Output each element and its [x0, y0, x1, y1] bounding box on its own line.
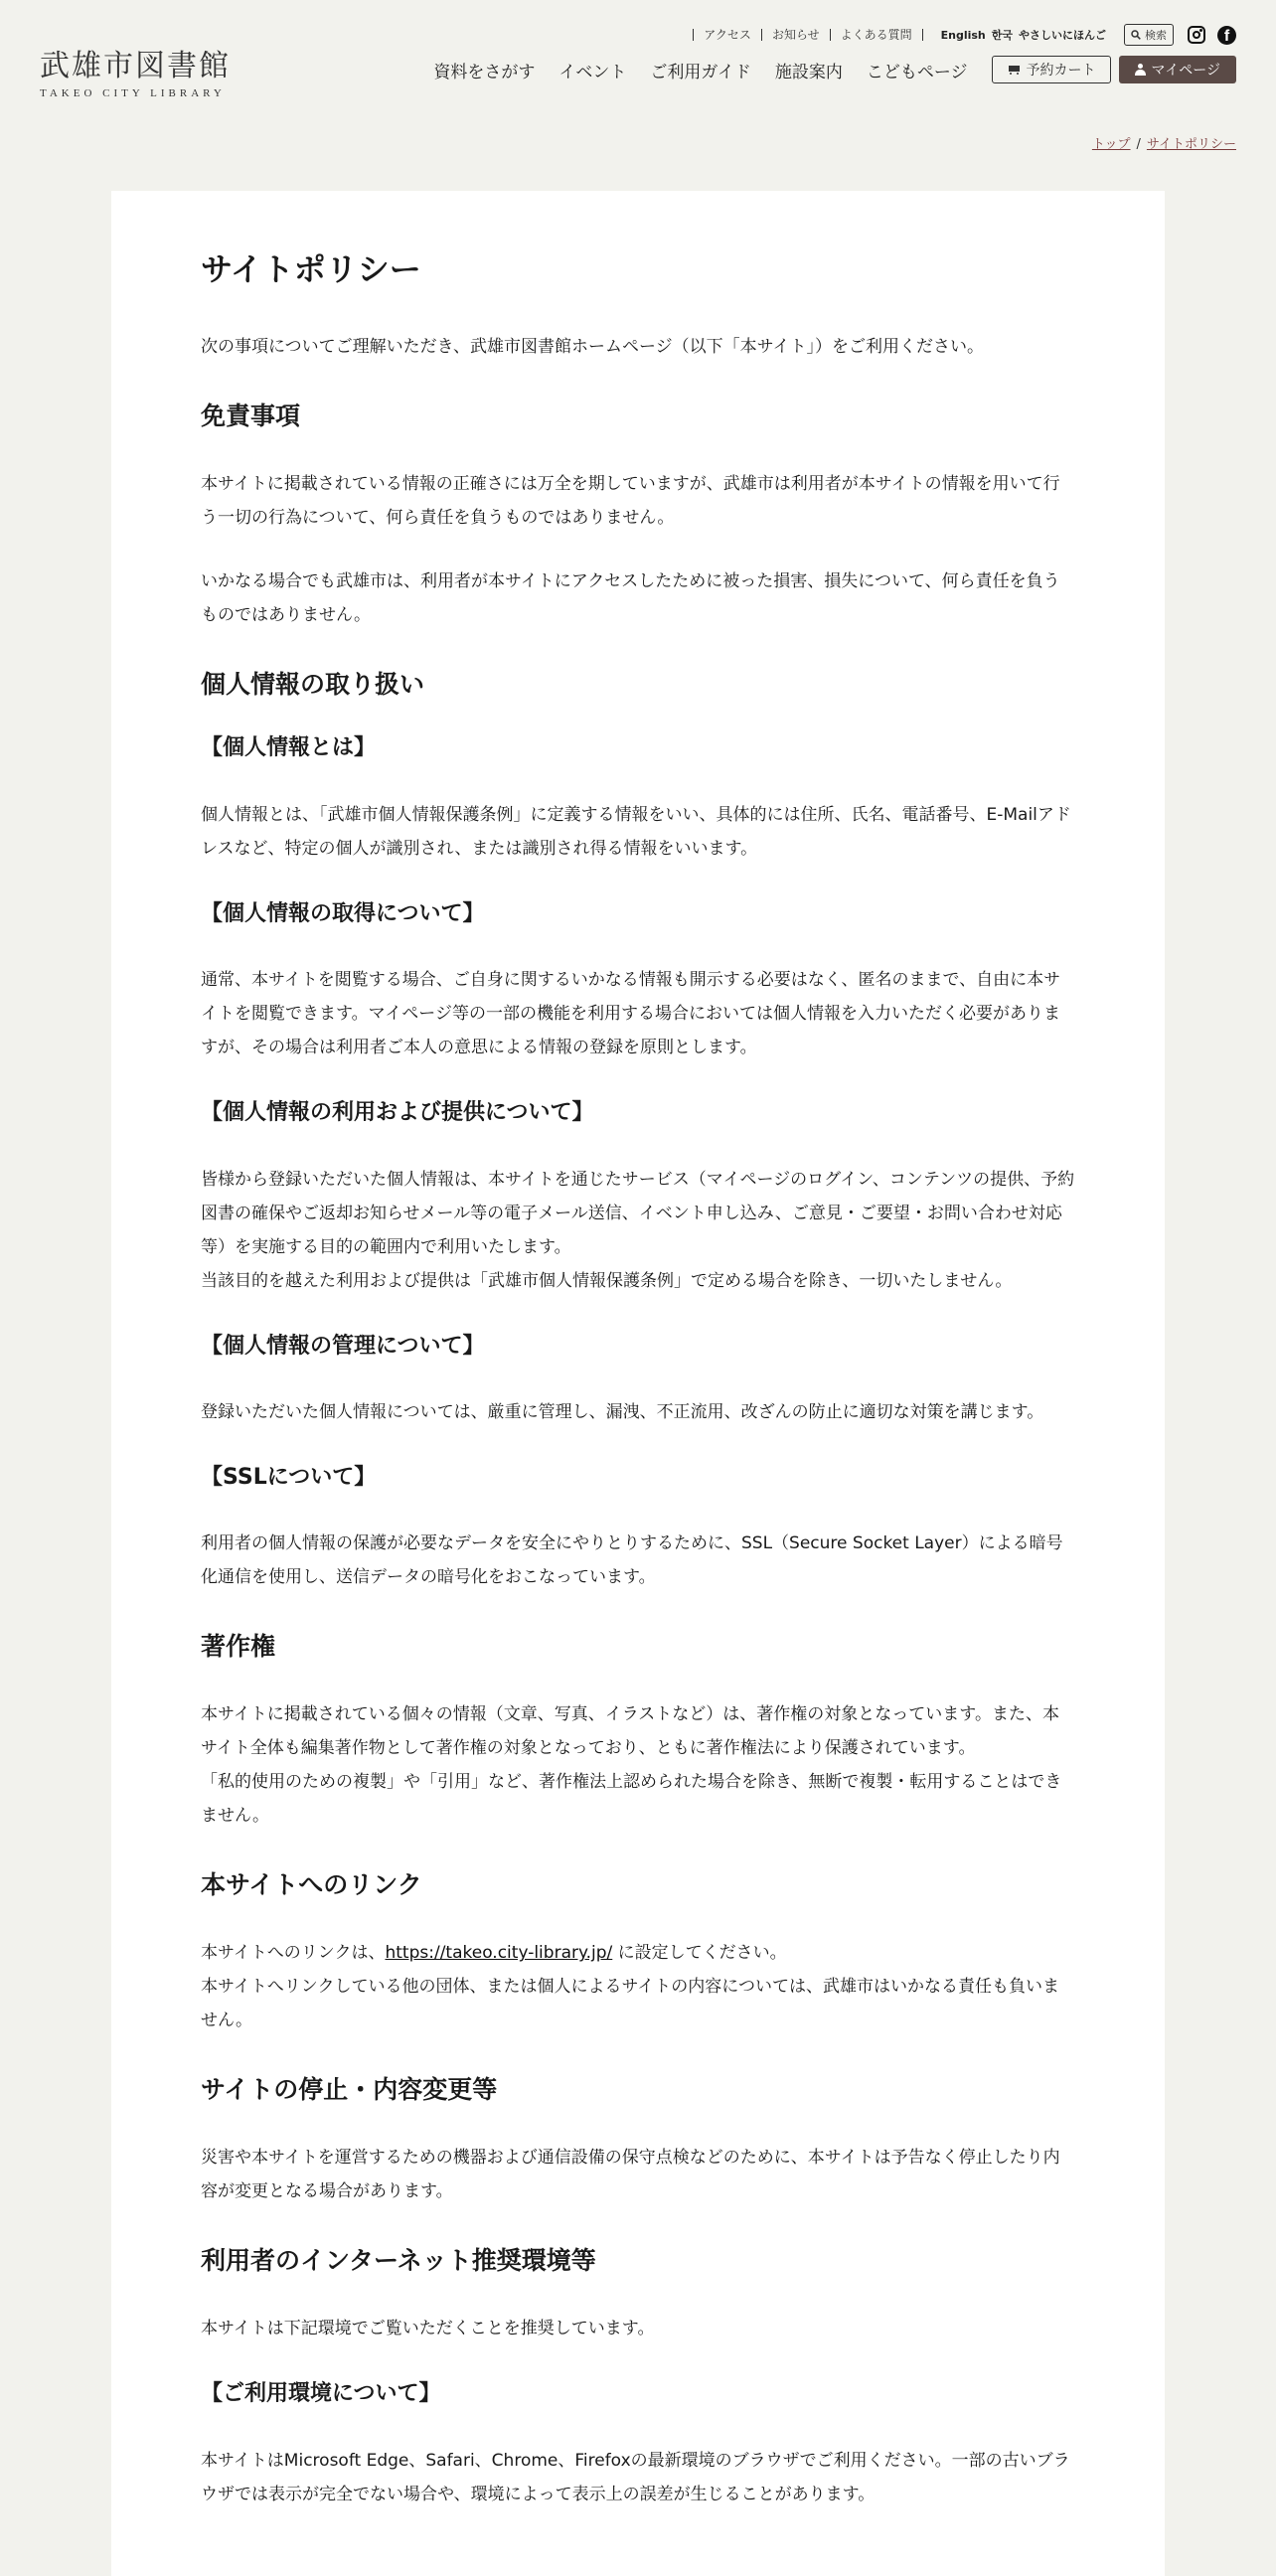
privacy-acquire-heading: 【個人情報の取得について】: [201, 900, 485, 926]
reservation-cart-button[interactable]: [992, 56, 1111, 83]
breadcrumb-home[interactable]: トップ: [1091, 137, 1131, 152]
nav-item-kids[interactable]: こどもページ: [866, 62, 968, 82]
privacy-heading: 個人情報の取り扱い: [201, 670, 425, 700]
util-link-access[interactable]: アクセス: [693, 29, 761, 41]
instagram-icon[interactable]: [1188, 26, 1205, 44]
privacy-use-heading: 【個人情報の利用および提供について】: [201, 1100, 594, 1126]
privacy-use-text-1: 皆様から登録いただいた個人情報は、本サイトを通じたサービス（マイページのログイン、コンテンツの提供、予約図書の確保やご返却お知らせメール等の電子メール送信、イベント申し込み、ご意見・ご要望・お問い合わせ対応等）を実施する目的の範囲内で利用いたします。: [201, 1169, 1075, 1257]
nav-item-search-materials[interactable]: 資料をさがす: [433, 62, 536, 82]
copyright-text-2: 「私的使用のための複製」や「引用」など、著作権法上認められた場合を除き、無断で複製・転用することはできません。: [201, 1772, 1062, 1827]
site-url-link[interactable]: https://takeo.city-library.jp/: [385, 1943, 613, 1964]
links-suffix: に設定してください。: [612, 1943, 787, 1964]
privacy-what-text: 個人情報とは、「武雄市個人情報保護条例」に定義する情報をいい、具体的には住所、氏名、電話番号、E-Mailアドレスなど、特定の個人が識別され、または識別され得る情報をいいます。: [201, 804, 1071, 859]
nav-item-facilities[interactable]: 施設案内: [774, 62, 843, 82]
disclaimer-text-2: いかなる場合でも武雄市は、利用者が本サイトにアクセスしたために被った損害、損失について、何ら責任を負うものではありません。: [201, 571, 1060, 626]
env-text: 本サイトは下記環境でご覧いただくことを推奨しています。: [201, 2319, 655, 2339]
site-header: [0, 0, 1276, 119]
links-heading: 本サイトへのリンク: [201, 1870, 422, 1900]
nav-item-events[interactable]: イベント: [558, 62, 627, 82]
privacy-manage-heading: 【個人情報の管理について】: [201, 1333, 485, 1359]
sns-links: [1188, 26, 1236, 45]
main-nav: [409, 56, 1236, 83]
lang-korean[interactable]: 한국: [991, 29, 1013, 42]
logo-title: 武雄市図書館: [40, 49, 231, 83]
usage-env-text: 本サイトはMicrosoft Edge、Safari、Chrome、Firefoxの最新環境のブラウザでご利用ください。一部の古いブラウザでは表示が完全でない場合や、環境によって表示上の誤差が生じることがあります。: [201, 2450, 1070, 2504]
privacy-use-text: [201, 1163, 1075, 1298]
breadcrumb-separator: /: [1136, 137, 1141, 152]
ssl-heading: 【SSLについて】: [201, 1464, 377, 1490]
disclaimer-heading: 免責事項: [201, 402, 301, 431]
lang-easy-japanese[interactable]: やさしいにほんご: [1019, 29, 1106, 42]
lead-text: 次の事項についてご理解いただき、武雄市図書館ホームページ（以下「本サイト」）をご利用ください。: [201, 337, 984, 358]
stop-heading: サイトの停止・内容変更等: [201, 2075, 498, 2105]
search-label: 検索: [1145, 29, 1167, 42]
breadcrumb: [1092, 133, 1236, 152]
search-button[interactable]: [1124, 24, 1174, 46]
copyright-text: [201, 1697, 1075, 1833]
policy-body: [201, 191, 1075, 2511]
privacy-use-text-2: 当該目的を越えた利用および提供は「武雄市個人情報保護条例」で定める場合を除き、一切いたしません。: [201, 1270, 1013, 1291]
usage-env-heading: 【ご利用環境について】: [201, 2381, 441, 2407]
ssl-text: 利用者の個人情報の保護が必要なデータを安全にやりとりするために、SSL（Secure Socket Layer）による暗号化通信を使用し、送信データの暗号化をおこなっています。: [201, 1533, 1063, 1588]
logo-subtitle: TAKEO CITY LIBRARY: [40, 87, 226, 99]
links-text-2: 本サイトへリンクしている他の団体、または個人によるサイトの内容については、武雄市はいかなる責任も負いません。: [201, 1977, 1059, 2031]
cart-icon: [1007, 65, 1021, 76]
copyright-heading: 著作権: [201, 1632, 276, 1662]
breadcrumb-current[interactable]: サイトポリシー: [1146, 137, 1236, 152]
page-title: サイトポリシー: [201, 250, 421, 288]
nav-item-guide[interactable]: ご利用ガイド: [650, 62, 751, 82]
env-heading: 利用者のインターネット推奨環境等: [201, 2246, 596, 2276]
util-link-news[interactable]: お知らせ: [761, 29, 830, 41]
privacy-acquire-text: 通常、本サイトを閲覧する場合、ご自身に関するいかなる情報も開示する必要はなく、匿名のままで、自由に本サイトを閲覧できます。マイページ等の一部の機能を利用する場合においては個人情報を入力いただく必要がありますが、その場合は利用者ご本人の意思による情報の登録を原則とします。: [201, 970, 1061, 1058]
stop-text: 災害や本サイトを運営するための機器および通信設備の保守点検などのために、本サイトは予告なく停止したり内容が変更となる場合があります。: [201, 2148, 1060, 2202]
links-text: [201, 1936, 1075, 2037]
user-icon: [1135, 64, 1146, 76]
privacy-what-heading: 【個人情報とは】: [201, 735, 377, 761]
facebook-icon[interactable]: f: [1217, 26, 1236, 45]
utility-bar: [693, 22, 1236, 48]
lang-english[interactable]: English: [940, 28, 986, 42]
cart-label: 予約カート: [1026, 63, 1096, 79]
mypage-label: マイページ: [1151, 63, 1220, 79]
mypage-button[interactable]: [1119, 56, 1236, 83]
links-prefix: 本サイトへのリンクは、: [201, 1943, 386, 1964]
search-icon: [1131, 30, 1141, 40]
main-content: [111, 191, 1165, 2576]
site-logo[interactable]: [40, 49, 231, 99]
util-link-faq[interactable]: よくある質問: [830, 29, 923, 41]
privacy-manage-text: 登録いただいた個人情報については、厳重に管理し、漏洩、不正流用、改ざんの防止に適切な対策を講じます。: [201, 1401, 1044, 1422]
disclaimer-text-1: 本サイトに掲載されている情報の正確さには万全を期していますが、武雄市は利用者が本サイトの情報を用いて行う一切の行為について、何ら責任を負うものではありません。: [201, 474, 1060, 529]
copyright-text-1: 本サイトに掲載されている個々の情報（文章、写真、イラストなど）は、著作権の対象となっています。また、本サイト全体も編集著作物として著作権の対象となっており、ともに著作権法により保護されています。: [201, 1704, 1059, 1759]
